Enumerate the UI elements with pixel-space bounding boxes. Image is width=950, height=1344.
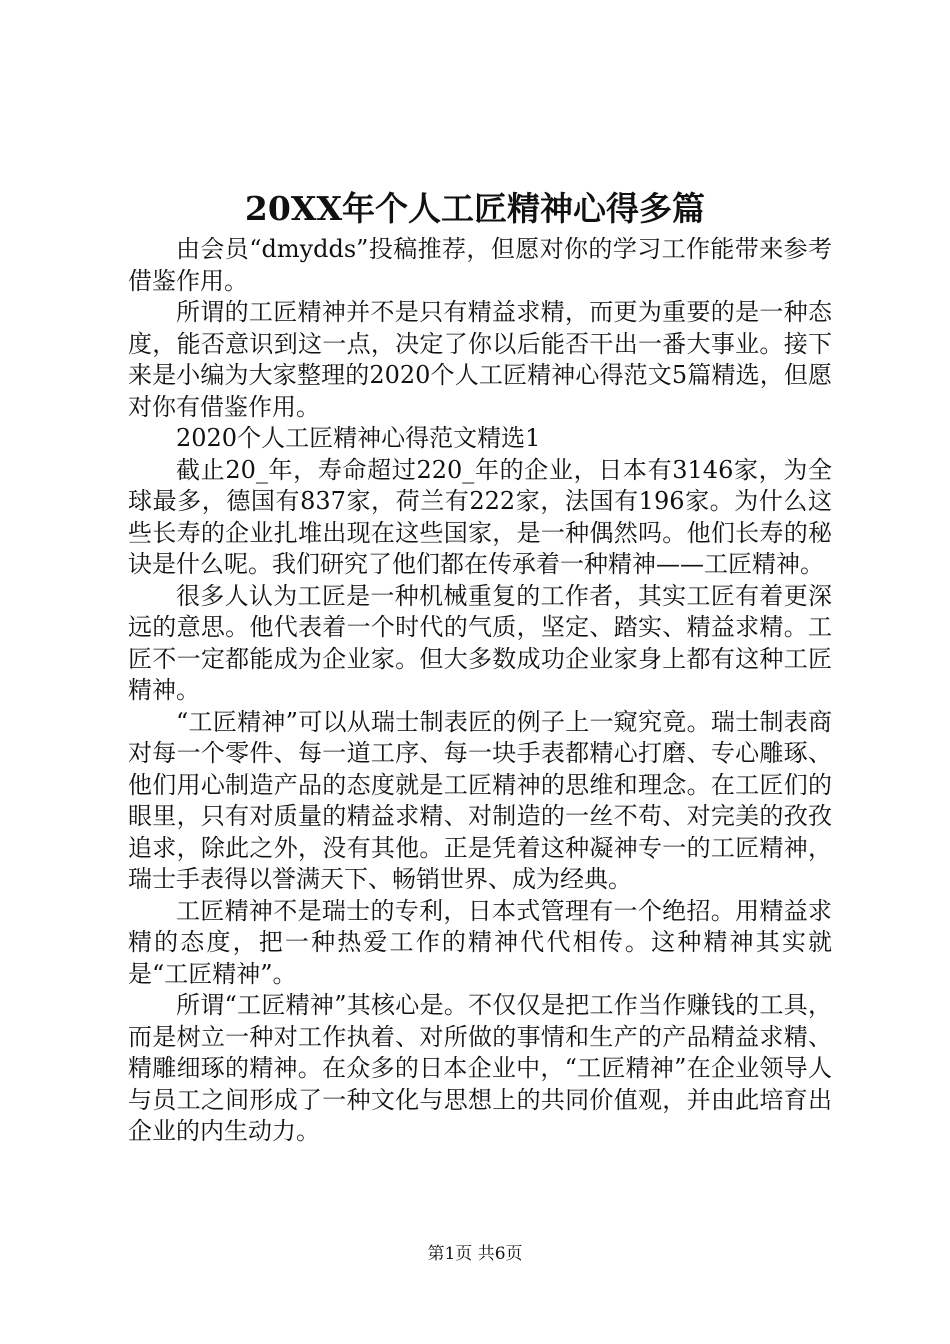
body-paragraph: 所谓“工匠精神”其核心是。不仅仅是把工作当作赚钱的工具，而是树立一种对工作执着、对所做的事情和生产的产品精益求精、精雕细琢的精神。在众多的日本企业中，“工匠精神”在企业领导人与员工之间形成了一种文化与思想上的共同价值观，并由此培育出企业的内生动力。 [128, 991, 832, 1145]
body-paragraph: 很多人认为工匠是一种机械重复的工作者，其实工匠有着更深远的意思。他代表着一个时代的气质，坚定、踏实、精益求精。工匠不一定都能成为企业家。但大多数成功企业家身上都有这种工匠精神。 [128, 581, 832, 704]
summary-paragraph: 所谓的工匠精神并不是只有精益求精，而更为重要的是一种态度，能否意识到这一点，决定了你以后能否干出一番大事业。接下来是小编为大家整理的2020个人工匠精神心得范文5篇精选，但愿对你有借鉴作用。 [128, 298, 832, 421]
document-body [128, 234, 832, 1148]
document-title: 20XX年个人工匠精神心得多篇 [244, 189, 706, 228]
section-heading: 2020个人工匠精神心得范文精选1 [176, 424, 541, 452]
body-paragraph: 截止20_年，寿命超过220_年的企业，日本有3146家，为全球最多，德国有837家，荷兰有222家，法国有196家。为什么这些长寿的企业扎堆出现在这些国家，是一种偶然吗。他们长寿的秘诀是什么呢。我们研究了他们都在传承着一种精神——工匠精神。 [128, 455, 832, 578]
body-paragraph: 工匠精神不是瑞士的专利，日本式管理有一个绝招。用精益求精的态度，把一种热爱工作的精神代代相传。这种精神其实就是“工匠精神”。 [128, 896, 832, 988]
body-paragraph: “工匠精神”可以从瑞士制表匠的例子上一窥究竟。瑞士制表商对每一个零件、每一道工序、每一块手表都精心打磨、专心雕琢、他们用心制造产品的态度就是工匠精神的思维和理念。在工匠们的眼里，只有对质量的精益求精、对制造的一丝不苟、对完美的孜孜追求，除此之外，没有其他。正是凭着这种凝神专一的工匠精神，瑞士手表得以誉满天下、畅销世界、成为经典。 [128, 707, 832, 893]
intro-paragraph: 由会员“dmydds”投稿推荐，但愿对你的学习工作能带来参考借鉴作用。 [128, 235, 832, 295]
page-number-footer: 第1页 共6页 [427, 1244, 523, 1264]
